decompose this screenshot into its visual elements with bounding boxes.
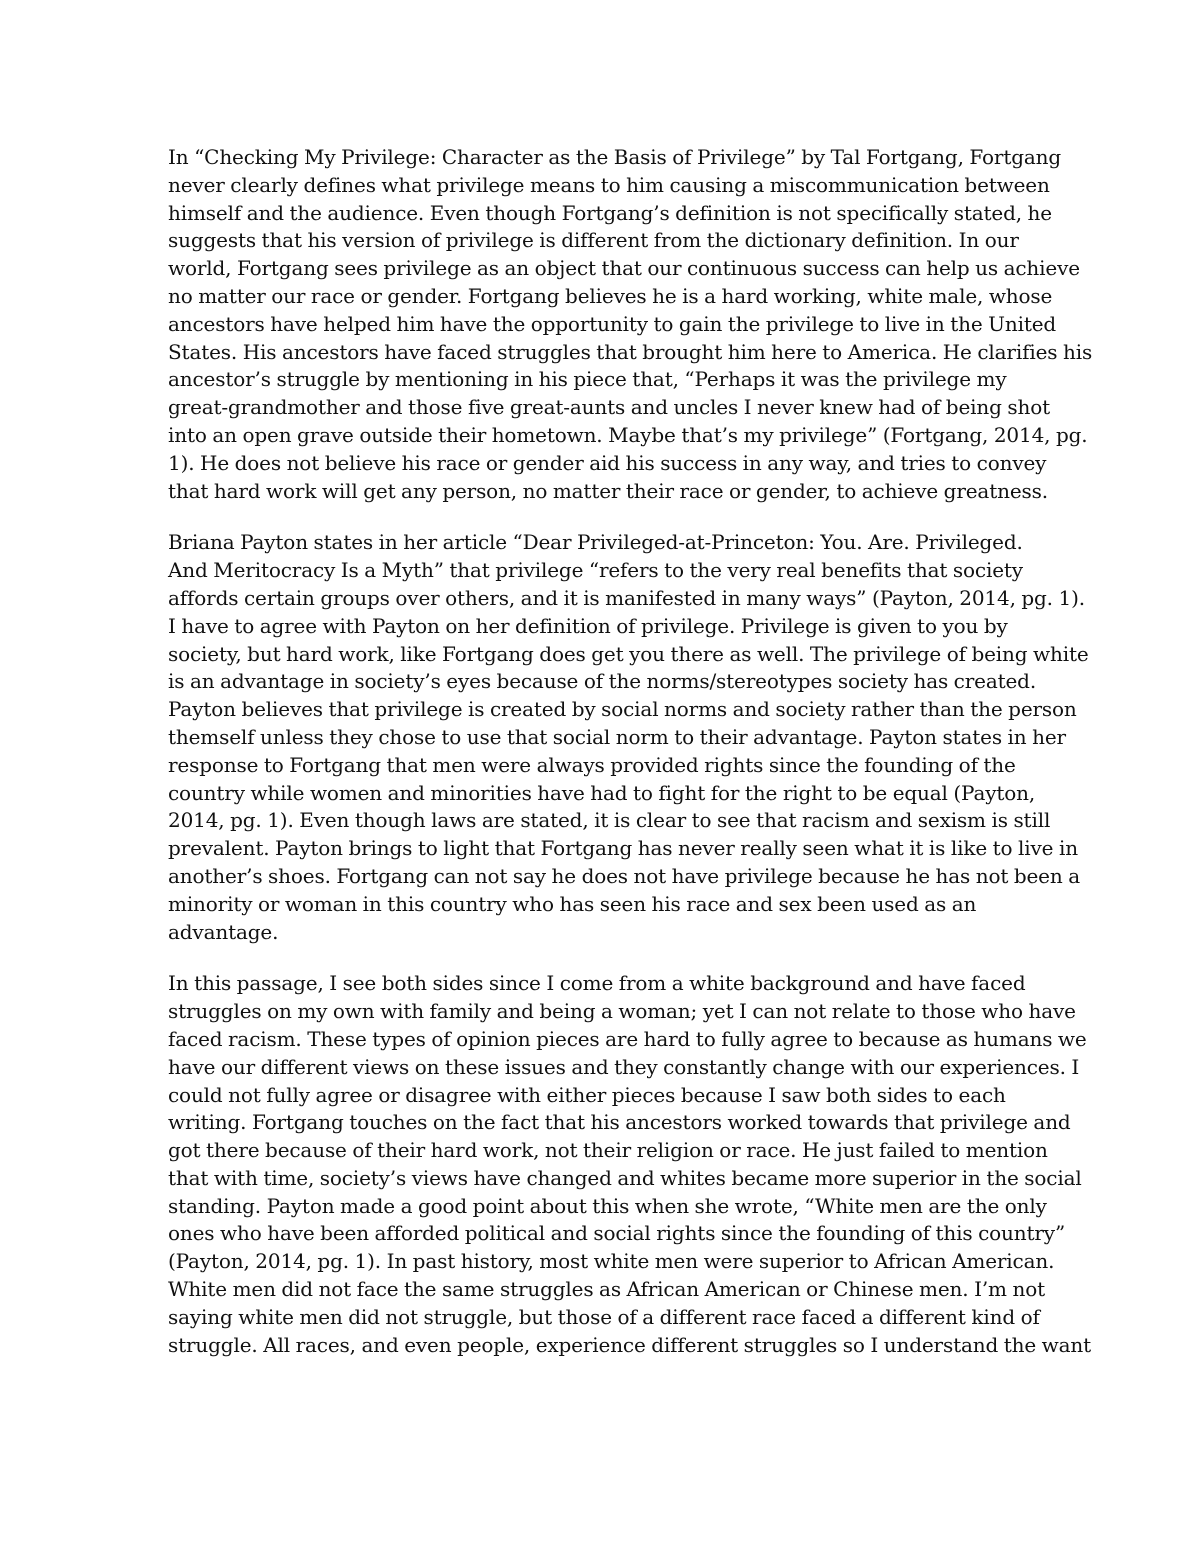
- text-line: I have to agree with Payton on her definition of privilege. Privilege is given to you by: [168, 613, 1008, 638]
- text-line: got there because of their hard work, not their religion or race. He just failed to mention: [168, 1138, 1048, 1163]
- text-line: 1). He does not believe his race or gender aid his success in any way, and tries to convey: [168, 450, 1047, 475]
- text-line: no matter our race or gender. Fortgang believes he is a hard working, white male, whose: [168, 283, 1053, 308]
- paragraph-payton-definition: [142, 529, 1089, 946]
- text-line: saying white men did not struggle, but those of a different race faced a different kind of: [168, 1304, 1040, 1329]
- text-line: standing. Payton made a good point about this when she wrote, “White men are the only: [168, 1193, 1047, 1218]
- text-line: another’s shoes. Fortgang can not say he does not have privilege because he has not been a: [168, 863, 1080, 888]
- text-line: affords certain groups over others, and it is manifested in many ways” (Payton, 2014, pg. 1).: [168, 585, 1085, 610]
- text-line: In “Checking My Privilege: Character as the Basis of Privilege” by Tal Fortgang, Fortgang: [168, 145, 1062, 169]
- text-line: struggle. All races, and even people, experience different struggles so I understand the want: [168, 1332, 1091, 1357]
- text-line: advantage.: [168, 919, 279, 944]
- text-line: society, but hard work, like Fortgang does get you there as well. The privilege of being white: [168, 641, 1089, 666]
- text-line: that hard work will get any person, no matter their race or gender, to achieve greatness.: [168, 478, 1048, 503]
- text-line: struggles on my own with family and being a woman; yet I can not relate to those who have: [168, 999, 1076, 1024]
- text-line: is an advantage in society’s eyes because of the norms/stereotypes society has created.: [168, 669, 1037, 694]
- text-line: ancestor’s struggle by mentioning in his piece that, “Perhaps it was the privilege my: [168, 367, 1007, 392]
- text-line: White men did not face the same struggles as African American or Chinese men. I’m not: [168, 1277, 1045, 1302]
- paragraph-fortgang-definition: [142, 144, 1093, 505]
- text-line: writing. Fortgang touches on the fact that his ancestors worked towards that privilege and: [168, 1110, 1071, 1135]
- text-line: suggests that his version of privilege is different from the dictionary definition. In our: [168, 228, 1019, 253]
- text-line: response to Fortgang that men were always provided rights since the founding of the: [168, 752, 1016, 777]
- text-line: himself and the audience. Even though Fortgang’s definition is not specifically stated, he: [168, 200, 1052, 225]
- text-line: (Payton, 2014, pg. 1). In past history, most white men were superior to African American.: [168, 1249, 1055, 1274]
- text-line: minority or woman in this country who has seen his race and sex been used as an: [168, 891, 977, 916]
- text-line: prevalent. Payton brings to light that Fortgang has never really seen what it is like to live in: [168, 836, 1078, 861]
- text-line: great-grandmother and those five great-aunts and uncles I never knew had of being shot: [168, 395, 1050, 420]
- text-line: ones who have been afforded political and social rights since the founding of this country”: [168, 1221, 1066, 1246]
- text-line: faced racism. These types of opinion pieces are hard to fully agree to because as humans we: [168, 1026, 1087, 1051]
- text-line: And Meritocracy Is a Myth” that privilege “refers to the very real benefits that society: [168, 558, 1023, 583]
- text-line: have our different views on these issues and they constantly change with our experiences. I: [168, 1054, 1080, 1079]
- text-line: 2014, pg. 1). Even though laws are stated, it is clear to see that racism and sexism is still: [168, 808, 1051, 833]
- text-line: States. His ancestors have faced struggles that brought him here to America. He clarifies his: [168, 339, 1093, 364]
- text-line: themself unless they chose to use that social norm to their advantage. Payton states in her: [168, 724, 1066, 749]
- text-line: could not fully agree or disagree with either pieces because I saw both sides to each: [168, 1082, 1006, 1107]
- text-line: that with time, society’s views have changed and whites became more superior in the social: [168, 1165, 1082, 1190]
- text-line: world, Fortgang sees privilege as an object that our continuous success can help us achieve: [168, 256, 1080, 281]
- text-line: never clearly defines what privilege means to him causing a miscommunication between: [168, 172, 1050, 197]
- text-line: ancestors have helped him have the opportunity to gain the privilege to live in the United: [168, 311, 1057, 336]
- paragraph-both-sides: [142, 970, 1091, 1359]
- text-line: In this passage, I see both sides since I come from a white background and have faced: [168, 971, 1026, 996]
- text-line: Briana Payton states in her article “Dear Privileged-at-Princeton: You. Are. Privileged.: [168, 530, 1023, 555]
- text-line: Payton believes that privilege is created by social norms and society rather than the person: [168, 697, 1077, 722]
- text-line: into an open grave outside their hometown. Maybe that’s my privilege” (Fortgang, 2014, pg.: [168, 422, 1088, 447]
- text-line: country while women and minorities have had to fight for the right to be equal (Payton,: [168, 780, 1036, 805]
